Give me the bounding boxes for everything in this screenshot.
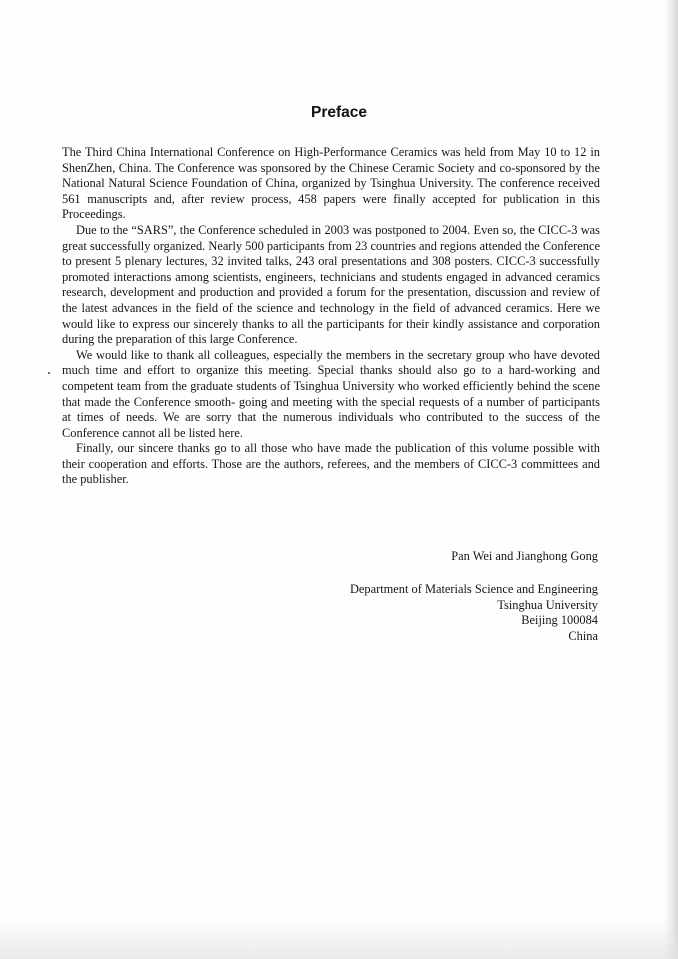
paragraph-3: We would like to thank all colleagues, especially the members in the secretary group who have devoted much time and effort to organize this meeting. Special thanks should also go to a hard-working and competent team from the graduate students of Tsinghua University who worked efficiently behind the scene that made the Conference smooth- going and meeting with the special requests of a number of participants at times of needs. We are sorry that the numerous individuals who contributed to the success of the Conference cannot all be listed here. (62, 347, 600, 440)
preface-body (62, 145, 600, 488)
address-line-department: Department of Materials Science and Engineering (349, 582, 598, 596)
page-title: Preface (310, 104, 367, 121)
scan-shadow-bottom (0, 919, 678, 959)
scan-speck (48, 372, 50, 374)
author-names: Pan Wei and Jianghong Gong (451, 549, 598, 563)
address-block (350, 582, 598, 644)
address-line-city: Beijing 100084 (521, 613, 598, 628)
paragraph-4: Finally, our sincere thanks go to all those who have made the publication of this volume possible with their cooperation and efforts. Those are the authors, referees, and the members of CICC-3 committees and the publisher. (62, 441, 600, 487)
paragraph-2: Due to the “SARS”, the Conference scheduled in 2003 was postponed to 2004. Even so, the CICC-3 was great successfully organized. Nearly 500 participants from 23 countries and regions attended the Conference to present 5 plenary lectures, 32 invited talks, 243 oral presentations and 308 posters. CICC-3 successfully promoted interactions among scientists, engineers, technicians and students engaged in advanced ceramics research, development and production and provided a forum for the presentation, discussion and review of the latest advances in the field of the science and technology in the field of advanced ceramics. Here we would like to express our sincerely thanks to all the participants for their kindly assistance and corporation during the preparation of this large Conference. (62, 222, 600, 347)
scan-shadow-right (664, 0, 678, 959)
address-line-university: Tsinghua University (497, 597, 598, 612)
paragraph-1: The Third China International Conference on High-Performance Ceramics was held from May 10 to 12 in ShenZhen, China. The Conference was sponsored by the Chinese Ceramic Society and co-sponsored by the National Natural Science Foundation of China, organized by Tsinghua University. The conference received 561 manuscripts and, after review process, 458 papers were finally accepted for publication in this Proceedings. (62, 145, 600, 222)
address-line-country: China (568, 628, 598, 643)
signature-block (451, 549, 598, 565)
